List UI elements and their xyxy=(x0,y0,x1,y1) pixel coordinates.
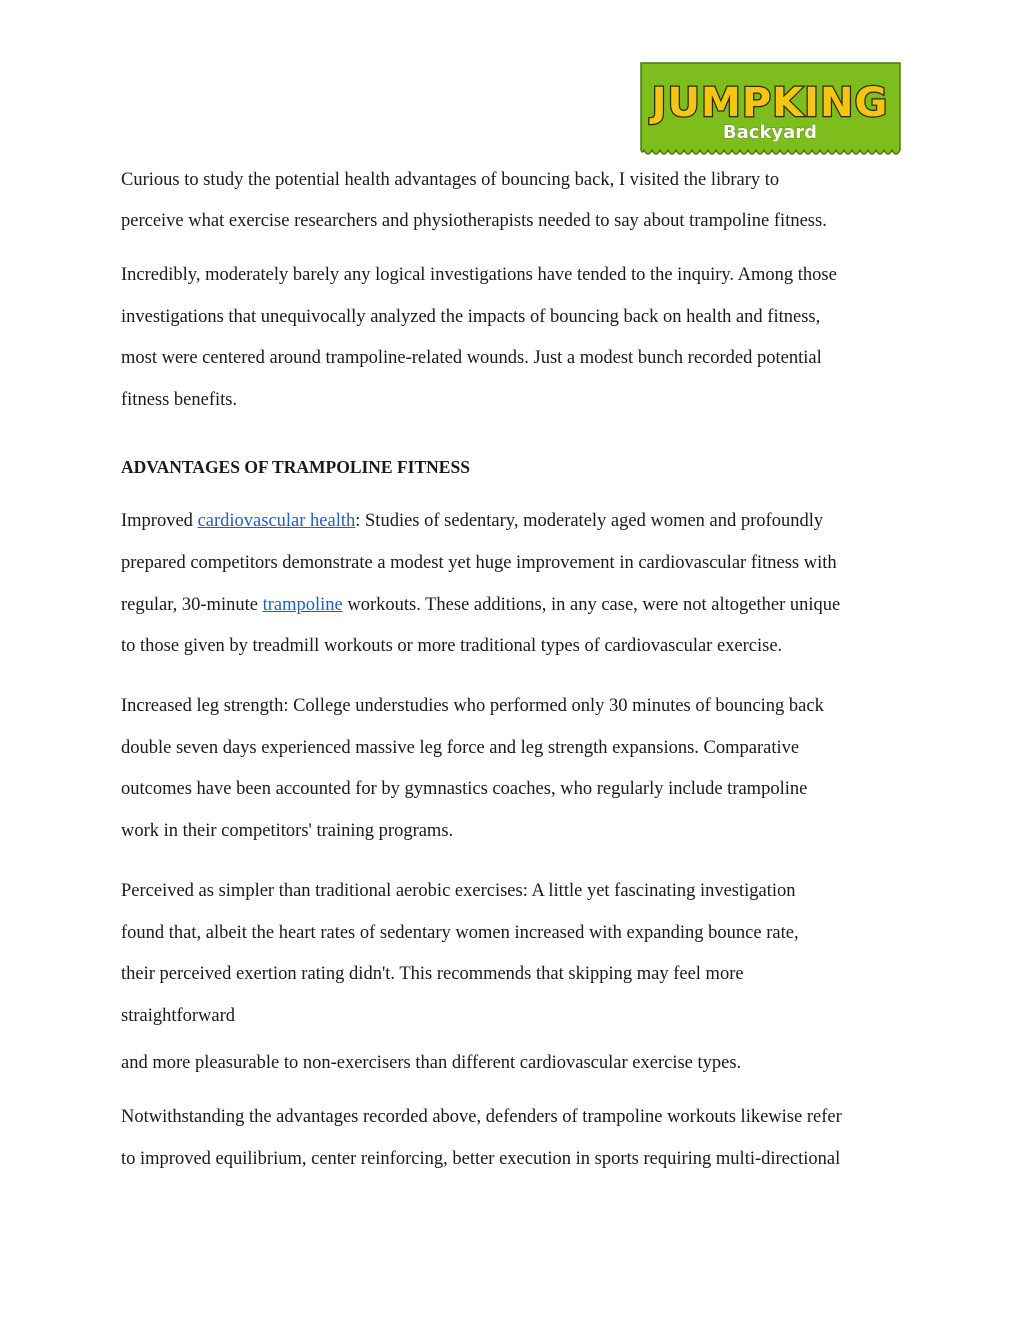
paragraph-3-line-3-before: regular, 30-minute xyxy=(121,595,263,615)
paragraph-4-line-3: outcomes have been accounted for by gymnastics coaches, who regularly include trampoline xyxy=(121,779,808,799)
paragraph-3-line-3 xyxy=(121,593,840,617)
logo-subtitle: Backyard xyxy=(722,122,818,143)
paragraph-3-line-4: to those given by treadmill workouts or more traditional types of cardiovascular exercise. xyxy=(121,636,783,656)
paragraph-4-line-1: Increased leg strength: College understudies who performed only 30 minutes of bouncing back xyxy=(121,696,824,716)
paragraph-2-line-3: most were centered around trampoline-related wounds. Just a modest bunch recorded potential xyxy=(121,348,822,368)
paragraph-5-line-4: straightforward xyxy=(121,1006,236,1026)
logo-title: JUMPKING xyxy=(651,80,889,126)
paragraph-6-line-1: Notwithstanding the advantages recorded above, defenders of trampoline workouts likewise refer xyxy=(121,1107,842,1127)
jumpking-backyard-logo xyxy=(640,62,901,160)
paragraph-5-line-1: Perceived as simpler than traditional aerobic exercises: A little yet fascinating investigation xyxy=(121,881,796,901)
paragraph-3-line-3-after: workouts. These additions, in any case, were not altogether unique xyxy=(342,595,841,615)
paragraph-5-line-5: and more pleasurable to non-exercisers than different cardiovascular exercise types. xyxy=(121,1053,742,1073)
paragraph-3-line-1-after: : Studies of sedentary, moderately aged women and profoundly xyxy=(355,511,824,531)
paragraph-6-line-2: to improved equilibrium, center reinforcing, better execution in sports requiring multi-directional xyxy=(121,1149,841,1169)
paragraph-4-line-2: double seven days experienced massive leg force and leg strength expansions. Comparative xyxy=(121,738,800,758)
paragraph-2-line-4: fitness benefits. xyxy=(121,390,238,410)
paragraph-1-line-2: perceive what exercise researchers and physiotherapists needed to say about trampoline fitness. xyxy=(121,211,827,231)
cardiovascular-health-link[interactable]: cardiovascular health xyxy=(197,511,356,531)
paragraph-3-line-1-before: Improved xyxy=(121,511,198,531)
trampoline-link[interactable]: trampoline xyxy=(262,595,343,615)
paragraph-2-line-2: investigations that unequivocally analyzed the impacts of bouncing back on health and fitness, xyxy=(121,307,821,327)
paragraph-4-line-4: work in their competitors' training programs. xyxy=(121,821,454,841)
paragraph-1-line-1: Curious to study the potential health advantages of bouncing back, I visited the library to xyxy=(121,170,780,190)
paragraph-3-line-1 xyxy=(121,509,823,533)
section-heading: ADVANTAGES OF TRAMPOLINE FITNESS xyxy=(121,457,470,477)
paragraph-2-line-1: Incredibly, moderately barely any logical investigations have tended to the inquiry. Among those xyxy=(121,265,837,285)
paragraph-5-line-2: found that, albeit the heart rates of sedentary women increased with expanding bounce rate, xyxy=(121,923,799,943)
paragraph-3-line-2: prepared competitors demonstrate a modest yet huge improvement in cardiovascular fitness with xyxy=(121,553,837,573)
paragraph-5-line-3: their perceived exertion rating didn't. This recommends that skipping may feel more xyxy=(121,964,744,984)
